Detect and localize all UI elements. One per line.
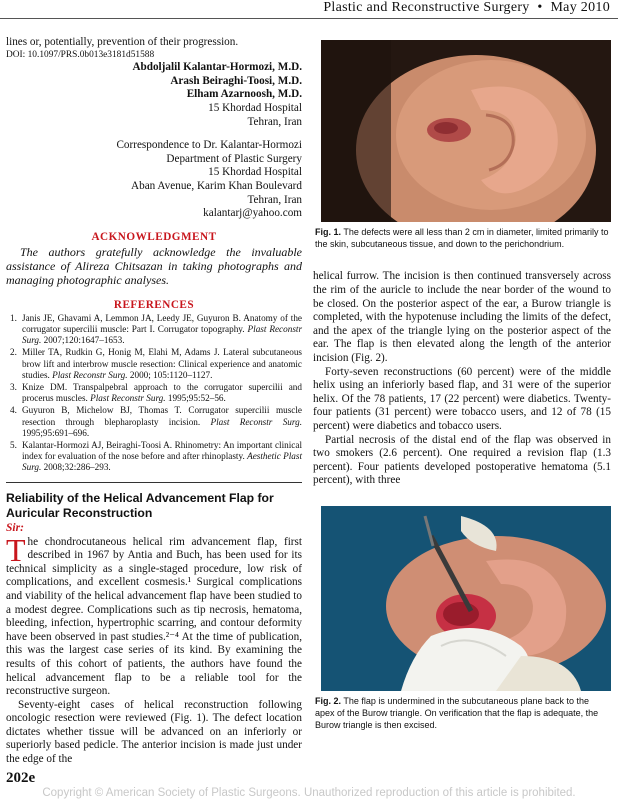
reference-item: 3. Knize DM. Transpalpebral approach to the corrugator supercilii and procerus muscles. Plast Reconstr Surg. 1995;95:52–56.: [10, 381, 302, 404]
ear-surgery-photo-2: [321, 506, 611, 691]
body-paragraph-3: helical furrow. The incision is then continued transversely across the rim of the auricle to include the near border of the wound to be closed. On the posterior aspect of the ear, a Burow triangle is completed, with the hypotenuse including the limits of the defect, and the apex of the triangle lying on the posterior aspect of the ear. The flap is then elevated along the length of the anterior incision (Fig. 2).: [313, 270, 611, 364]
doi-line: DOI: 10.1097/PRS.0b013e3181d51588: [6, 49, 155, 60]
running-header: [323, 0, 610, 16]
correspondence-line-3: 15 Khordad Hospital: [208, 166, 302, 179]
drop-cap: T: [6, 531, 26, 568]
acknowledgment-text: The authors gratefully acknowledge the invaluable assistance of Alireza Chitsazan in taking photographs and managing photographic analyses.: [6, 244, 302, 287]
body-paragraph-2: Seventy-eight cases of helical reconstruction following oncologic resection were reviewed (Fig. 1). The defect location dictates whether tissue will be advanced on an inferiorly or superiorly based pedicle. The anterior incision is made just under the edge of the: [6, 698, 302, 766]
figure-1-photo: [321, 40, 611, 222]
copyright-watermark: Copyright © American Society of Plastic Surgeons. Unauthorized reproduction of this article is prohibited.: [42, 787, 576, 799]
author-3: Elham Azarnoosh, M.D.: [186, 88, 302, 101]
journal-name: Plastic and Reconstructive Surgery: [323, 0, 530, 15]
figure-2-photo: [321, 506, 611, 691]
figure-1-caption: Fig. 1. The defects were all less than 2 cm in diameter, limited primarily to the skin, subcutaneous tissue, and down to the perichondrium.: [315, 227, 609, 250]
correspondence-line-2: Department of Plastic Surgery: [166, 152, 302, 165]
correspondence-email[interactable]: kalantarj@yahoo.com: [203, 207, 302, 220]
reference-item: 5. Kalantar-Hormozi AJ, Beiraghi-Toosi A. Rhinometry: An important clinical index for evaluation of the nose before and after rhinoplasty. Aesthetic Plast Surg. 2008;32:286–293.: [10, 439, 303, 473]
author-1: Abdoljalil Kalantar-Hormozi, M.D.: [132, 61, 302, 74]
body-paragraph-4: Forty-seven reconstructions (60 percent) were of the middle helix using an inferiorly based flap, and 31 were of the superior helix. Of the 78 patients, 17 (22 percent) were diabetics. Twenty-four patients (31 percent) were tobacco users, and 12 of 78 (15 percent) were diabetics and tobacco users.: [313, 365, 611, 432]
issue-date: May 2010: [550, 0, 610, 15]
section-divider: [6, 482, 302, 483]
correspondence-line-4: Aban Avenue, Karim Khan Boulevard: [131, 179, 302, 192]
figure-1-label: Fig. 1.: [315, 227, 342, 237]
right-column: [313, 40, 611, 732]
article-title: Reliability of the Helical Advancement Flap for Auricular Reconstruction: [6, 490, 274, 520]
reference-item: 2. Miller TA, Rudkin G, Honig M, Elahi M, Adams J. Lateral subcutaneous brow lift and interbrow muscle resection: Clinical experience and anatomic studies. Plast Reconstr Surg. 2000; 105:1120–1127.: [10, 347, 302, 380]
correspondence-line-5: Tehran, Iran: [247, 193, 302, 206]
header-rule: [0, 18, 618, 19]
left-column: [6, 36, 302, 767]
body-paragraph-1: The chondrocutaneous helical rim advancement flap, first described in 1967 by Antia and Buch, has been used for its technical simplicity as a single-staged procedure, low risk of complications, and excellent cosmesis.¹ Surgical complications and viability of the helical advancement flap have been studied to a modest degree. Complications such as tip necrosis, hematoma, bleeding, infection, hypertrophic scarring, and contour deformity have been observed in past studies.²⁻⁴ At the time of publication, this was the largest case series of its kind. By examining the results of this cohort of patients, the authors have found the helical advancement flap to be a reliable tool for the reconstructive surgeon.: [6, 531, 302, 698]
ear-defect-photo-1: [321, 40, 611, 222]
correspondence-block: [6, 139, 302, 221]
acknowledgment-heading: ACKNOWLEDGMENT: [91, 230, 217, 243]
salutation: Sir:: [6, 521, 24, 534]
reference-item: 4. Guyuron B, Michelow BJ, Thomas T. Corrugator supercilii muscle resection through blepharoplasty incision. Plast Reconstr Surg. 1995;95:691–696.: [10, 405, 303, 438]
affiliation-line-2: Tehran, Iran: [247, 115, 302, 128]
references-heading: REFERENCES: [113, 298, 195, 311]
correspondence-line-1: Correspondence to Dr. Kalantar-Hormozi: [116, 139, 302, 152]
figure-2-caption: Fig. 2. The flap is undermined in the subcutaneous plane back to the apex of the Burow triangle. On verification that the flap is adequate, the Burow triangle is then excised.: [315, 695, 599, 731]
page-number: 202e: [6, 770, 36, 786]
reference-item: 1. Janis JE, Ghavami A, Lemmon JA, Leedy JE, Guyuron B. Anatomy of the corrugator supercilii muscle: Part I. Corrugator topography. Plast Reconstr Surg. 2007;120:1647–1653.: [10, 312, 303, 346]
author-block: [6, 61, 302, 129]
separator-dot: •: [537, 0, 543, 15]
body-paragraph-5: Partial necrosis of the distal end of the flap was observed in two smokers (2.6 percent). One required a revision flap (1.3 percent). Four patients developed postoperative hematoma (5.1 percent), with three: [313, 433, 611, 487]
figure-2-label: Fig. 2.: [315, 695, 342, 706]
reference-list: [6, 313, 302, 474]
affiliation-line-1: 15 Khordad Hospital: [208, 101, 302, 114]
intro-line: lines or, potentially, prevention of their progression.: [6, 36, 239, 48]
author-2: Arash Beiraghi-Toosi, M.D.: [170, 74, 302, 87]
